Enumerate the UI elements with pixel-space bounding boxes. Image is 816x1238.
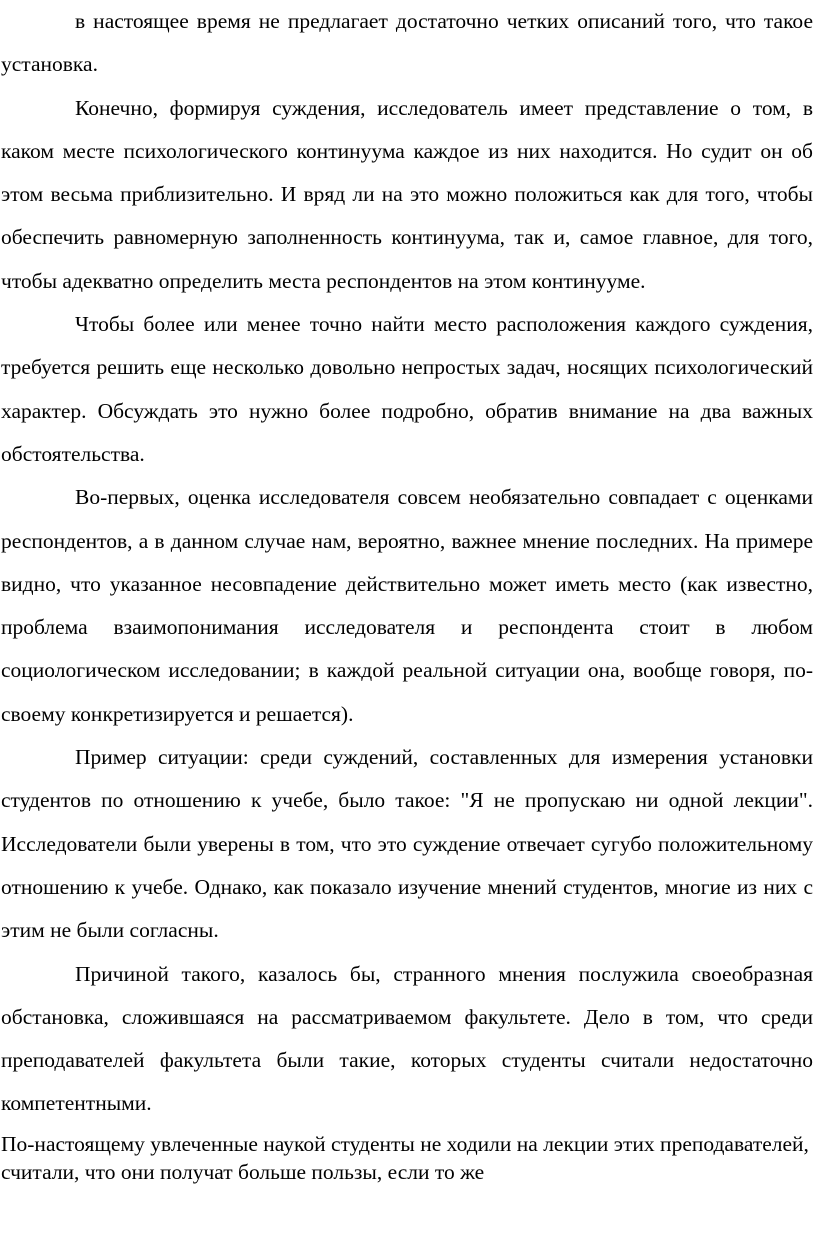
paragraph-2: Конечно, формируя суждения, исследователь имеет представление о том, в каком месте психологического континуума каждое из них находится. Но судит он об этом весьма приблизительно. И вряд ли на это можно положиться как для того, чтобы обеспечить равномерную заполненность континуума, так и, самое главное, для того, чтобы адекватно определить места респондентов на этом континууме. [1, 95, 813, 293]
paragraph-1: в настоящее время не предлагает достаточно четких описаний того, что такое установка. [1, 9, 813, 77]
paragraph-4: Во-первых, оценка исследователя совсем необязательно совпадает с оценками респондентов, а в данном случае нам, вероятно, важнее мнение последних. На примере видно, что указанное несовпадение действительно может иметь место (как известно, проблема взаимопонимания исследователя и респондента стоит в любом социологическом исследовании; в каждой реальной ситуации она, вообще говоря, по-своему конкретизируется и решается). [1, 485, 813, 726]
paragraph-6: Причиной такого, казалось бы, странного мнения послужила своеобразная обстановка, сложившаяся на рассматриваемом факультете. Дело в том, что среди преподавателей факультета были такие, которых студенты считали недостаточно компетентными. [1, 961, 813, 1116]
document-tail [0, 1130, 816, 1186]
paragraph-7: По-настоящему увлеченные наукой студенты не ходили на лекции этих преподавателей, считали, что они получат больше пользы, если то же [1, 1131, 809, 1184]
paragraph-3: Чтобы более или менее точно найти место расположения каждого суждения, требуется решить еще несколько довольно непростых задач, носящих психологический характер. Обсуждать это нужно более подробно, обратив внимание на два важных обстоятельства. [1, 312, 813, 466]
paragraph-5: Пример ситуации: среди суждений, составленных для измерения установки студентов по отношению к учебе, было такое: "Я не пропускаю ни одной лекции". Исследователи были уверены в том, что это суждение отвечает сугубо положительному отношению к учебе. Однако, как показало изучение мнений студентов, многие из них с этим не были согласны. [1, 745, 813, 943]
